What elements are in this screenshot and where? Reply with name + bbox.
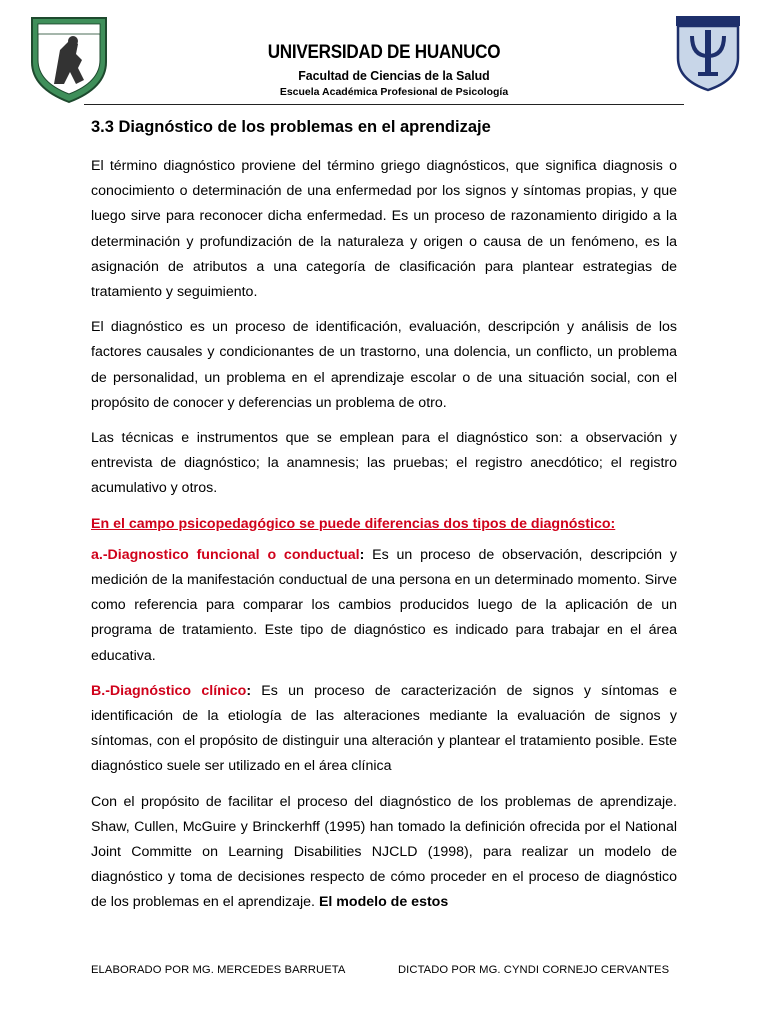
faculty-name: Facultad de Ciencias de la Salud [298,68,490,83]
clinical-label: B.-Diagnóstico clínico [91,682,247,699]
functional-label: a.-Diagnostico funcional o conductual [91,546,360,563]
paragraph-functional [91,543,677,669]
footer-instructor: DICTADO POR MG. CYNDI CORNEJO CERVANTES [398,964,670,976]
university-name: UNIVERSIDAD DE HUANUCO [267,42,501,63]
section-heading-types: En el campo psicopedagógico se puede diferencias dos tipos de diagnóstico: [91,515,616,532]
header-divider [84,104,684,105]
document-body [91,116,677,926]
paragraph-techniques: Las técnicas e instrumentos que se emplean para el diagnóstico son: a observación y entrevista de diagnóstico; la anamnesis; las pruebas; el registro anecdótico; el registro acumulativo y otros. [91,430,677,497]
paragraph-model [91,790,677,916]
functional-text: Es un proceso de observación, descripción y medición de la manifestación conductual de una persona en un determinado momento. Sirve como referencia para comparar los cambios producidos luego de la aplicación de un programa de tratamiento. Este tipo de diagnóstico es indicado para trabajar en el área educativa. [91,546,677,664]
school-name: Escuela Académica Profesional de Psicología [279,86,509,98]
functional-colon: : [359,546,365,563]
model-bold-text: El modelo de estos [315,894,449,911]
paragraph-clinical [91,679,677,780]
paragraph-definition: El término diagnóstico proviene del término griego diagnósticos, que significa diagnosis o conocimiento o determinación de una enfermedad por los signos y síntomas propias, y que luego sirve para reconocer dicha enfermedad. Es un proceso de razonamiento dirigido a la determinación y profundización de la naturaleza y origen o causa de un fenómeno, es la asignación de atributos a una categoría de clasificación para plantear estrategias de tratamiento y seguimiento. [91,158,677,301]
paragraph-process: El diagnóstico es un proceso de identificación, evaluación, descripción y análisis de los factores causales y condicionantes de un trastorno, una dolencia, un conflicto, un problema de personalidad, un problema en el aprendizaje escolar o de una situación social, con el propósito de conocer y deferencias un problema de otro. [91,319,677,411]
footer-author: ELABORADO POR MG. MERCEDES BARRUETA [91,964,346,976]
clinical-text: Es un proceso de caracterización de signos y síntomas e identificación de la etiología de las alteraciones mediante la evaluación de signos y síntomas, con el propósito de distinguir una alteración y plantear el tratamiento posible. Este diagnóstico suele ser utilizado en el área clínica [91,682,678,775]
section-title: 3.3 Diagnóstico de los problemas en el aprendizaje [91,118,491,136]
model-text: Con el propósito de facilitar el proceso del diagnóstico de los problemas de aprendizaje. Shaw, Cullen, McGuire y Brinckerhff (1995) han tomado la definición ofrecida por el National Joint Committe on Learning Disabilities NJCLD (1998), para realizar un modelo de diagnóstico y toma de decisiones respecto de cómo proceder en el proceso de diagnóstico de los problemas en el aprendizaje. [91,793,677,911]
clinical-colon: : [246,682,252,699]
